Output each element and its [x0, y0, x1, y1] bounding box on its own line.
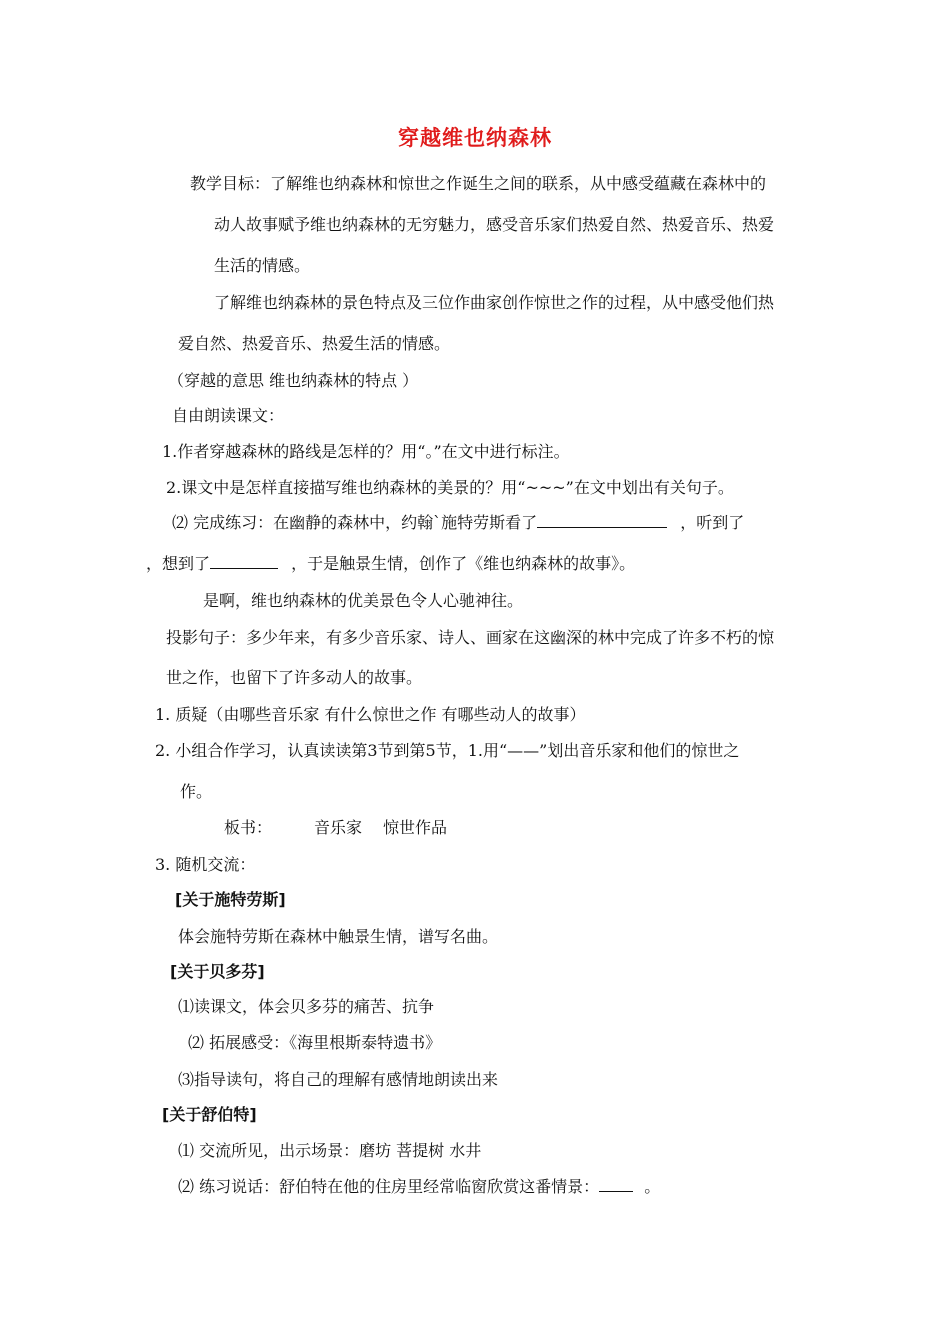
beethoven-2: ⑵ 拓展感受：《海里根斯泰特遗书》 [188, 1033, 442, 1052]
paragraph-key-2: 爱自然、热爱音乐、热爱生活的情感。 [178, 334, 451, 353]
paragraph-read: 自由朗读课文： [172, 406, 285, 425]
heading-strauss: [关于施特劳斯] [175, 890, 286, 909]
paragraph-objective-3: 生活的情感。 [214, 256, 311, 275]
exercise-text-2: ，听到了 [680, 513, 745, 532]
paragraph-objective-2: 动人故事赋予维也纳森林的无穷魅力，感受音乐家们热爱自然、热爱音乐、热爱 [214, 215, 775, 234]
heading-beethoven: [关于贝多芬] [170, 962, 265, 981]
paragraph-projection-1: 投影句子：多少年来，有多少音乐家、诗人、画家在这幽深的林中完成了许多不朽的惊 [166, 628, 775, 647]
exercise-text-4: ，于是触景生情，创作了《维也纳森林的故事》。 [291, 554, 636, 573]
question-2: 2.课文中是怎样直接描写维也纳森林的美景的？用“~~~”在文中划出有关句子。 [166, 478, 734, 497]
strauss-text: 体会施特劳斯在森林中触景生情，谱写名曲。 [178, 927, 499, 946]
blank-thought[interactable] [210, 554, 278, 569]
schubert-1: ⑴ 交流所见，出示场景：磨坊 菩提树 水井 [178, 1141, 482, 1160]
question-1: 1.作者穿越森林的路线是怎样的？用“。”在文中进行标注。 [162, 442, 570, 461]
paragraph-yes: 是啊，维也纳森林的优美景色令人心驰神往。 [203, 591, 524, 610]
board-col-works: 惊世作品 [383, 818, 448, 837]
paragraph-projection-2: 世之作，也留下了许多动人的故事。 [166, 668, 423, 687]
step-2: 2. 小组合作学习，认真读读第3节到第5节，1.用“——”划出音乐家和他们的惊世之 [155, 741, 740, 760]
exercise-line-2 [146, 554, 635, 574]
schubert-2-end: 。 [644, 1177, 661, 1196]
page-title: 穿越维也纳森林 [398, 126, 552, 150]
schubert-2-text: ⑵ 练习说话：舒伯特在他的住房里经常临窗欣赏这番情景： [178, 1177, 600, 1196]
blank-scene[interactable] [599, 1177, 633, 1192]
exercise-text-1: ⑵ 完成练习：在幽静的森林中，约翰`施特劳斯看了 [172, 513, 538, 532]
blank-saw[interactable] [537, 513, 667, 528]
paragraph-note: （穿越的意思 维也纳森林的特点 ） [168, 371, 419, 390]
schubert-2 [178, 1177, 660, 1197]
step-3: 3. 随机交流： [155, 855, 256, 874]
step-2-cont: 作。 [180, 782, 213, 801]
paragraph-key-1: 了解维也纳森林的景色特点及三位作曲家创作惊世之作的过程，从中感受他们热 [214, 293, 775, 312]
beethoven-3: ⑶指导读句，将自己的理解有感情地朗读出来 [178, 1070, 499, 1089]
beethoven-1: ⑴读课文，体会贝多芬的痛苦、抗争 [178, 997, 435, 1016]
paragraph-objective-1: 教学目标：了解维也纳森林和惊世之作诞生之间的联系，从中感受蕴藏在森林中的 [190, 174, 767, 193]
heading-schubert: [关于舒伯特] [162, 1105, 257, 1124]
step-1: 1. 质疑（由哪些音乐家 有什么惊世之作 有哪些动人的故事） [155, 705, 586, 724]
exercise-text-3: ，想到了 [146, 554, 211, 573]
board-label: 板书： [224, 818, 273, 837]
board-col-musician: 音乐家 [314, 818, 363, 837]
exercise-line-1 [172, 513, 744, 533]
